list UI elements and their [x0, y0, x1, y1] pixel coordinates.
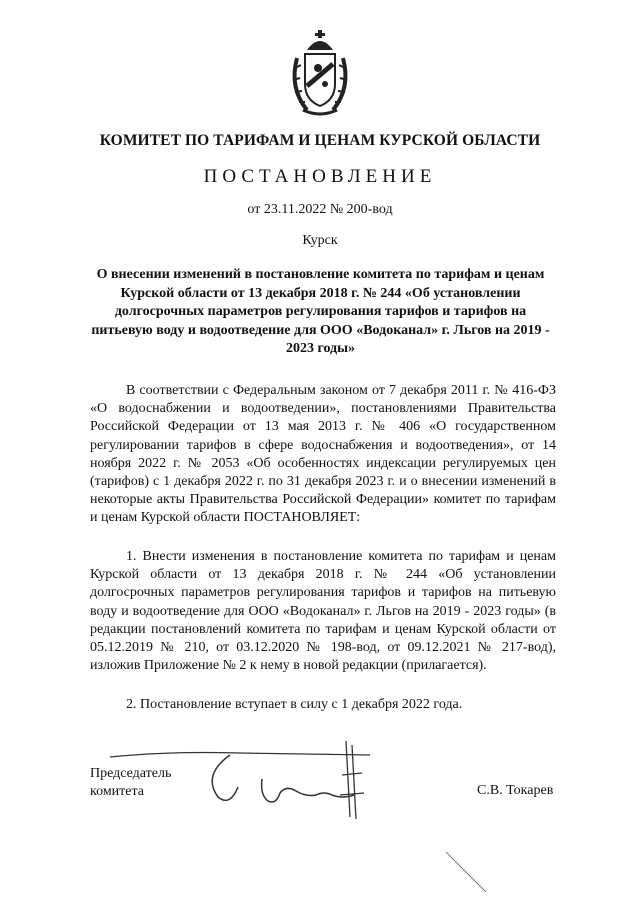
signatory-position-line-2: комитета	[90, 784, 145, 799]
document-city: Курск	[302, 233, 338, 248]
signatory-position-line-1: Председатель	[90, 766, 172, 781]
document-title: О внесении изменений в постановление комитета по тарифам и ценам Курской области от 13 декабря 2018 г. № 244 «Об установлении долгосрочных параметров регулирования тарифов и тарифов на питьевую воду и водоотведение для ООО «Водоканал» г. Льгов на 2019 - 2023 годы»	[91, 267, 550, 356]
document-type: ПОСТАНОВЛЕНИЕ	[203, 166, 437, 187]
committee-name: КОМИТЕТ ПО ТАРИФАМ И ЦЕНАМ КУРСКОЙ ОБЛАСТИ	[99, 132, 541, 149]
coat-of-arms-icon	[285, 28, 355, 118]
document-date-number: от 23.11.2022 № 200-вод	[247, 202, 393, 217]
item-1-paragraph: 1. Внести изменения в постановление комитета по тарифам и ценам Курской области от 13 декабря 2018 г. № 244 «Об установлении долгосрочных параметров регулирования тарифов и тарифов на питьевую воду и водоотведение для ООО «Водоканал» г. Льгов на 2019 - 2023 годы» (в редакции постановлений комитета по тарифам и ценам Курской области от 05.12.2019 № 210, от 03.12.2020 № 198-вод, от 09.12.2021 № 217-вод), изложив Приложение № 2 к нему в новой редакции (прилагается).	[90, 549, 556, 674]
signatory-name: С.В. Токарев	[477, 783, 554, 798]
pen-stroke-mark	[440, 848, 500, 898]
signatory-position	[90, 765, 171, 801]
preamble-paragraph: В соответствии с Федеральным законом от 7 декабря 2011 г. № 416-ФЗ «О водоснабжении и водоотведении», постановлениями Правительства Российской Федерации от 13 мая 2013 г. № 406 «О государственном регулировании тарифов в сфере водоснабжения и водоотведения», от 14 ноября 2022 г. № 2053 «Об особенностях индексации регулируемых цен (тарифов) с 1 декабря 2022 г. по 31 декабря 2023 г. и о внесении изменений в некоторые акты Правительства Российской Федерации» комитет по тарифам и ценам Курской области ПОСТАНОВЛЯЕТ:	[90, 383, 556, 526]
item-2-paragraph: 2. Постановление вступает в силу с 1 декабря 2022 года.	[126, 697, 463, 712]
